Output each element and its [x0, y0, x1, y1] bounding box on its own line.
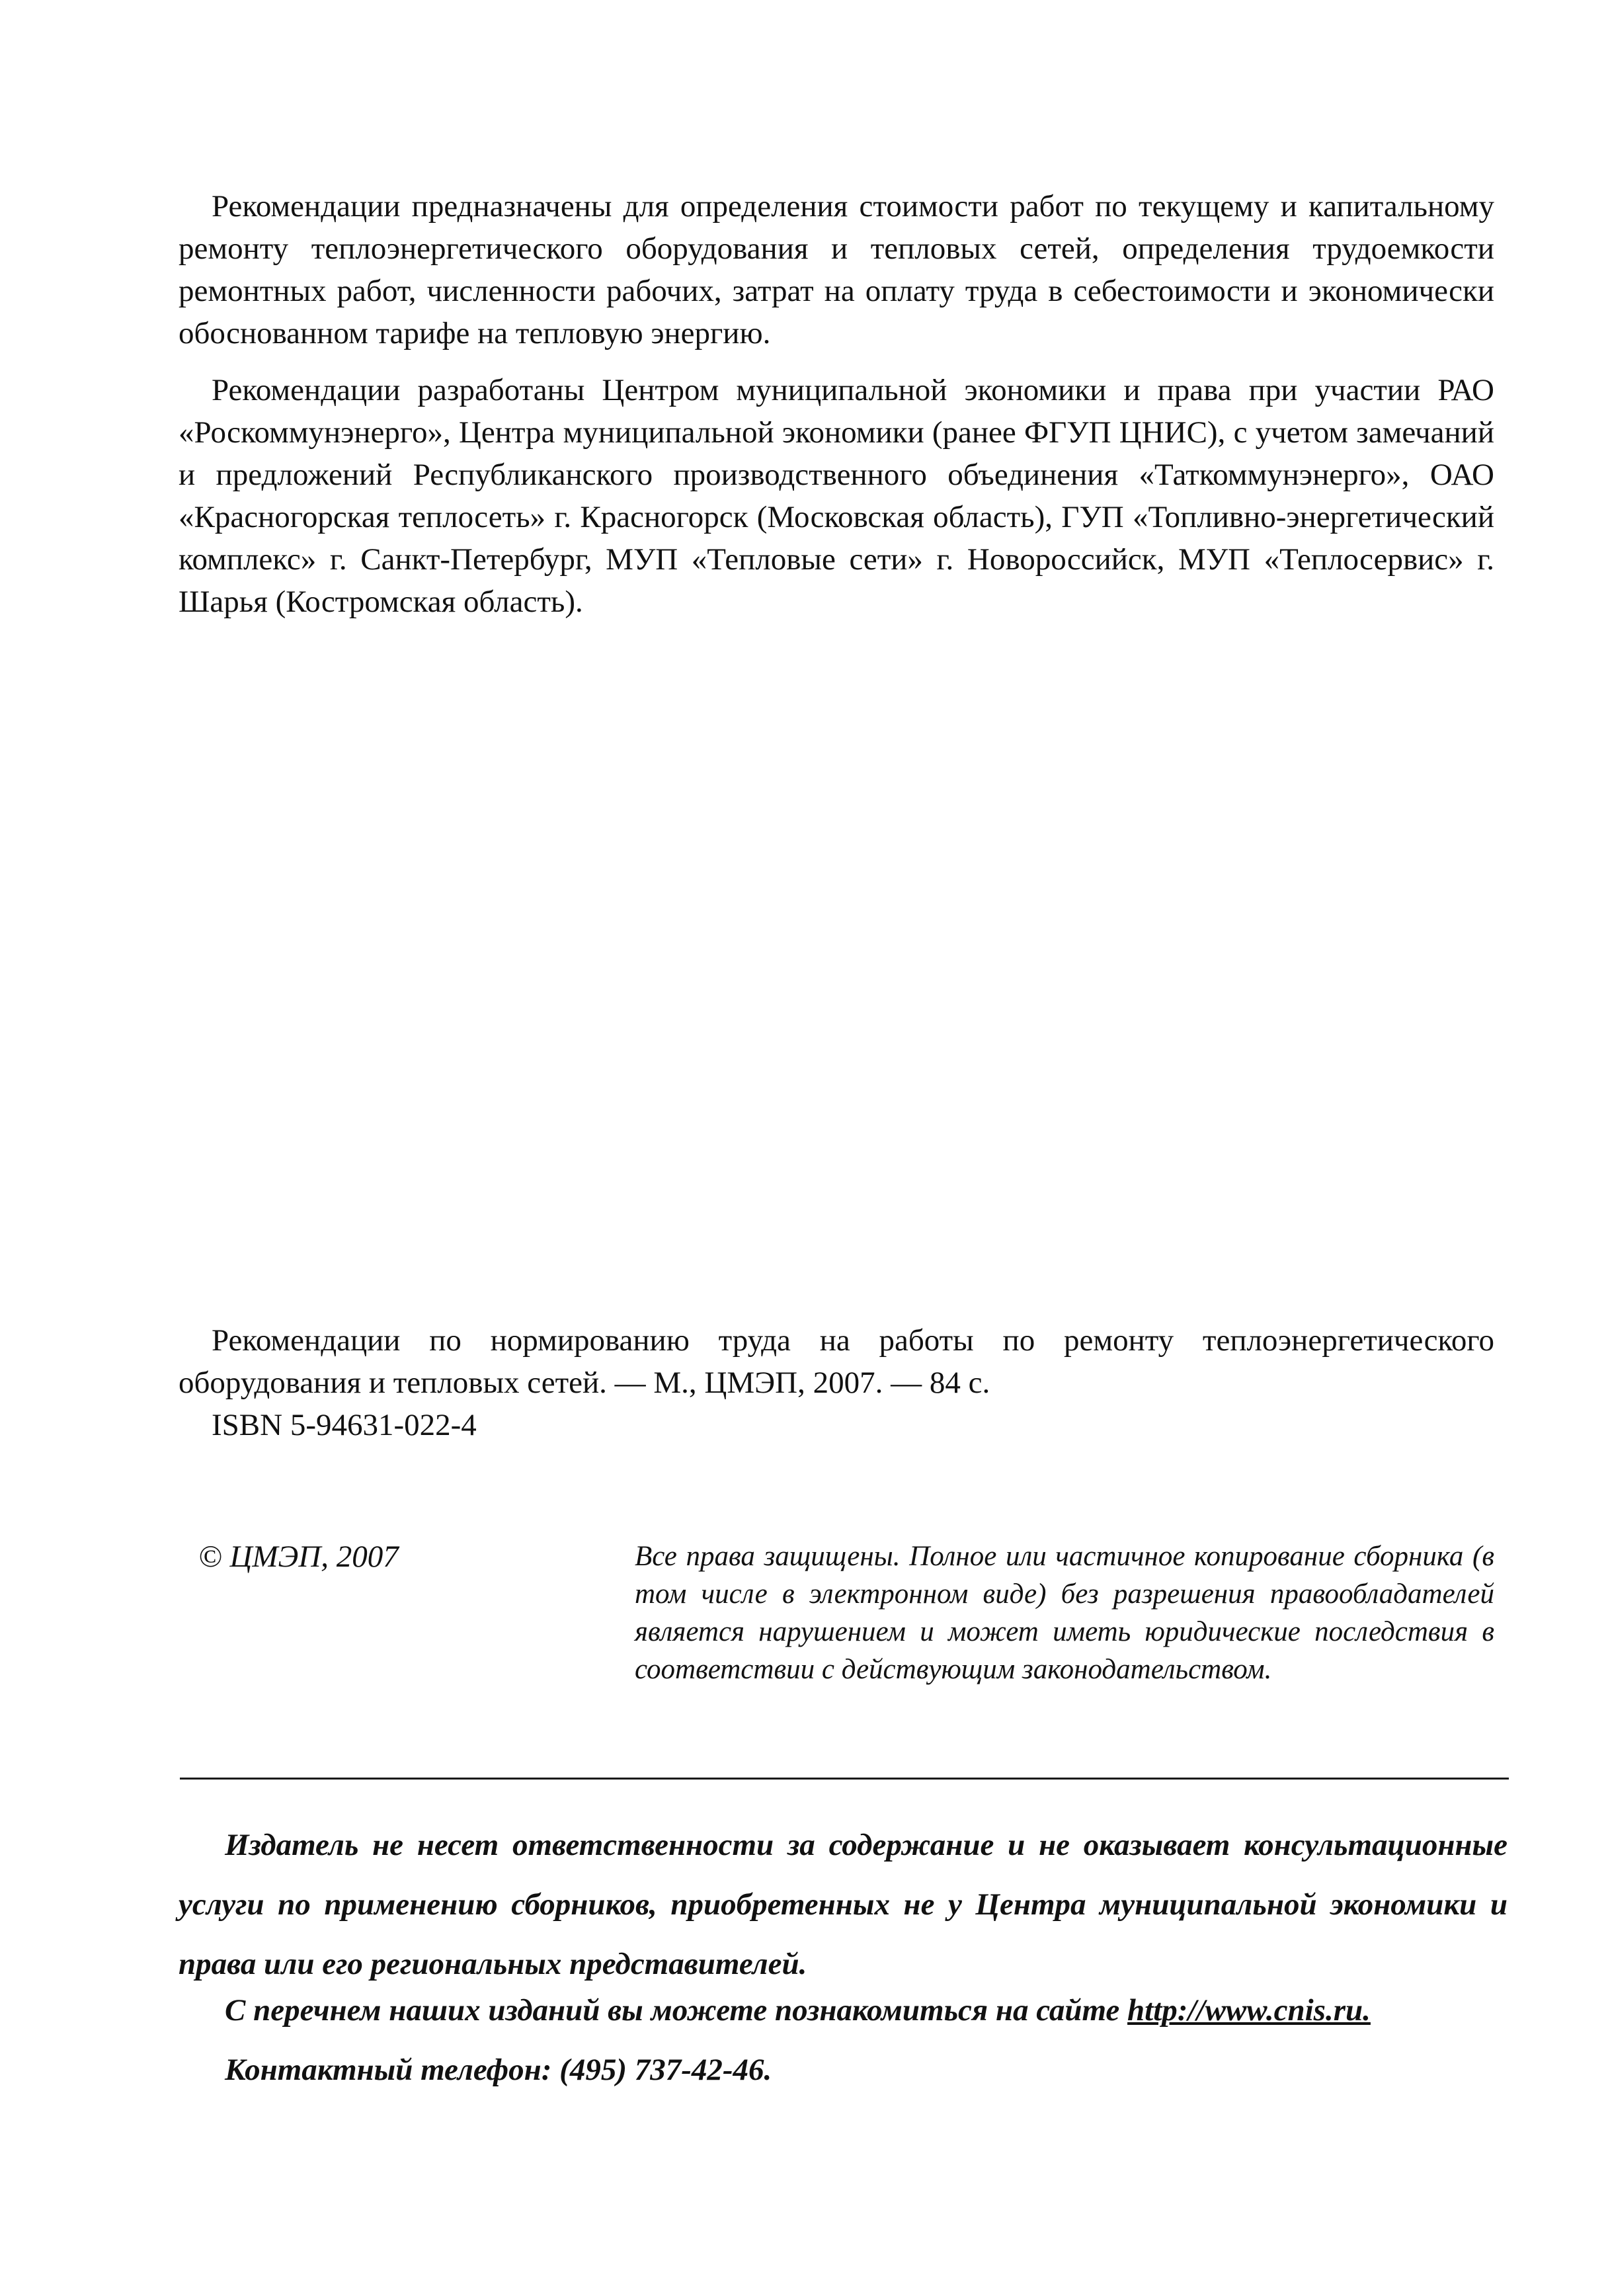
copyright-sign: © ЦМЭП, 2007	[198, 1539, 399, 1574]
contacts-section	[225, 1981, 1508, 2100]
website-line	[225, 1981, 1508, 2040]
intro-paragraph-authors: Рекомендации разработаны Центром муниципальной экономики и права при участии РАО «Роскоммунэнерго», Центра муниципальной экономики (ранее ФГУП ЦНИС), с учетом замечаний и предложений Республиканского производственного объединения «Таткоммунэнерго», ОАО «Красногорская теплосеть» г. Красногорск (Московская область), ГУП «Топливно-энергетический комплекс» г. Санкт-Петербург, МУП «Тепловые сети» г. Новороссийск, МУП «Теплосервис» г. Шарья (Костромская область).	[179, 373, 1494, 619]
intro-section	[179, 185, 1494, 637]
isbn-text: ISBN 5-94631-022-4	[212, 1408, 477, 1442]
publisher-disclaimer	[179, 1815, 1508, 1994]
disclaimer-text: Издатель не несет ответственности за содержание и не оказывает консультационные услуги по применению сборников, приобретенных не у Центра муниципальной экономики и права или его региональных представителей.	[179, 1828, 1508, 1981]
website-prefix: С перечнем наших изданий вы можете познакомиться на сайте	[225, 1993, 1128, 2028]
phone-line: Контактный телефон: (495) 737-42-46.	[225, 2053, 772, 2087]
intro-paragraph-purpose: Рекомендации предназначены для определения стоимости работ по текущему и капитальному ремонту теплоэнергетического оборудования и тепловых сетей, определения трудоемкости ремонтных работ, численности рабочих, затрат на оплату труда в себестоимости и экономически обоснованном тарифе на тепловую энергию.	[179, 189, 1494, 350]
horizontal-divider	[180, 1778, 1509, 1780]
rights-notice: Все права защищены. Полное или частичное копирование сборника (в том числе в электронном виде) без разрешения правообладателей является нарушением и может иметь юридические последствия в соответствии с действующим законодательством.	[635, 1541, 1494, 1685]
bibliographic-record	[179, 1319, 1494, 1446]
citation-text: Рекомендации по нормированию труда на работы по ремонту теплоэнергетического оборудования и тепловых сетей. — М., ЦМЭП, 2007. — 84 с.	[179, 1323, 1494, 1400]
website-link[interactable]: http://www.cnis.ru.	[1127, 1993, 1371, 2028]
